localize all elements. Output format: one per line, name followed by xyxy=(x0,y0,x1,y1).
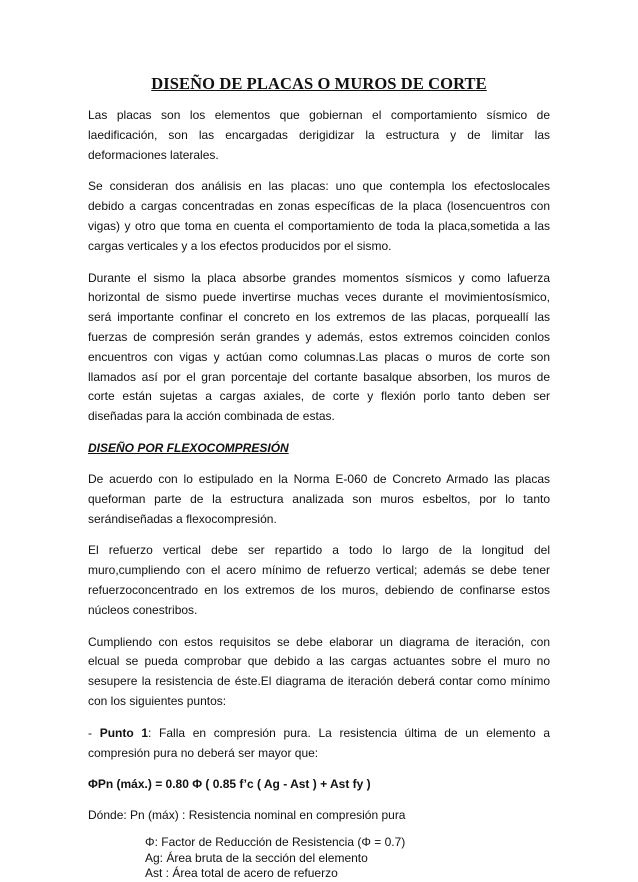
section-heading: DISEÑO POR FLEXOCOMPRESIÓN xyxy=(88,440,289,455)
definition-ag: Ag: Área bruta de la sección del elemento xyxy=(145,850,368,865)
definition-phi: Φ: Factor de Reducción de Resistencia (Φ = 0.7) xyxy=(145,835,406,850)
page-title: DISEÑO DE PLACAS O MUROS DE CORTE xyxy=(151,74,487,93)
definitions-list xyxy=(145,835,550,882)
definition-ast: Ast : Área total de acero de refuerzo xyxy=(145,866,338,881)
punto-1-prefix: - xyxy=(88,725,100,740)
punto-1-label: Punto 1 xyxy=(99,725,149,740)
paragraph-seismic: Durante el sismo la placa absorbe grandes momentos sísmicos y como lafuerza horizontal de sismo puede invertirse muchas veces durante el movimientosísmico, será importante confinar el concreto en los extremos de las placas, porqueallí las fuerzas de compresión serán grandes y además, estos extremos coinciden conlos encuentros con vigas y actúan como columnas.Las placas o muros de corte son llamados así por el gran porcentaje del cortante basalque absorben, los muros de corte están sujetas a cargas axiales, de corte y flexión porlo tanto deben ser diseñadas para la acción combinada de estas. xyxy=(88,270,550,424)
paragraph-norma: De acuerdo con lo estipulado en la Norma E-060 de Concreto Armado las placas queforman parte de la estructura analizada son muros esbeltos, por lo tanto serándiseñadas a flexocompresión. xyxy=(88,471,550,526)
paragraph-refuerzo: El refuerzo vertical debe ser repartido a todo lo largo de la longitud del muro,cumpliendo con el acero mínimo de refuerzo vertical; además se debe tener refuerzoconcentrado en los extremos de los muros, debiendo de confinarse estos núcleos conestribos. xyxy=(88,543,550,617)
definitions-intro: Dónde: Pn (máx) : Resistencia nominal en compresión pura xyxy=(88,808,406,823)
paragraph-analysis: Se consideran dos análisis en las placas: uno que contempla los efectoslocales debido a cargas concentradas en zonas específicas de la placa (losencuentros con vigas) y otro que toma en cuenta el comportamiento de toda la placa,sometida a las cargas verticales y a los efectos producidos por el sismo. xyxy=(88,179,550,253)
formula: ΦPn (máx.) = 0.80 Φ ( 0.85 f’c ( Ag - Ast ) + Ast fy ) xyxy=(88,777,371,792)
paragraph-punto-1 xyxy=(88,724,550,764)
paragraph-diagrama: Cumpliendo con estos requisitos se debe elaborar un diagrama de iteración, con elcual se pueda comprobar que debido a las cargas actuantes sobre el muro no sesupere la resistencia de éste.El diagrama de iteración deberá contar como mínimo con los siguientes puntos: xyxy=(88,634,550,708)
punto-1-text: : Falla en compresión pura. La resistencia última de un elemento a compresión pura no deberá ser mayor que: xyxy=(88,725,550,760)
paragraph-intro: Las placas son los elementos que gobiernan el comportamiento sísmico de laedificación, son las encargadas derigidizar la estructura y de limitar las deformaciones laterales. xyxy=(88,108,550,162)
